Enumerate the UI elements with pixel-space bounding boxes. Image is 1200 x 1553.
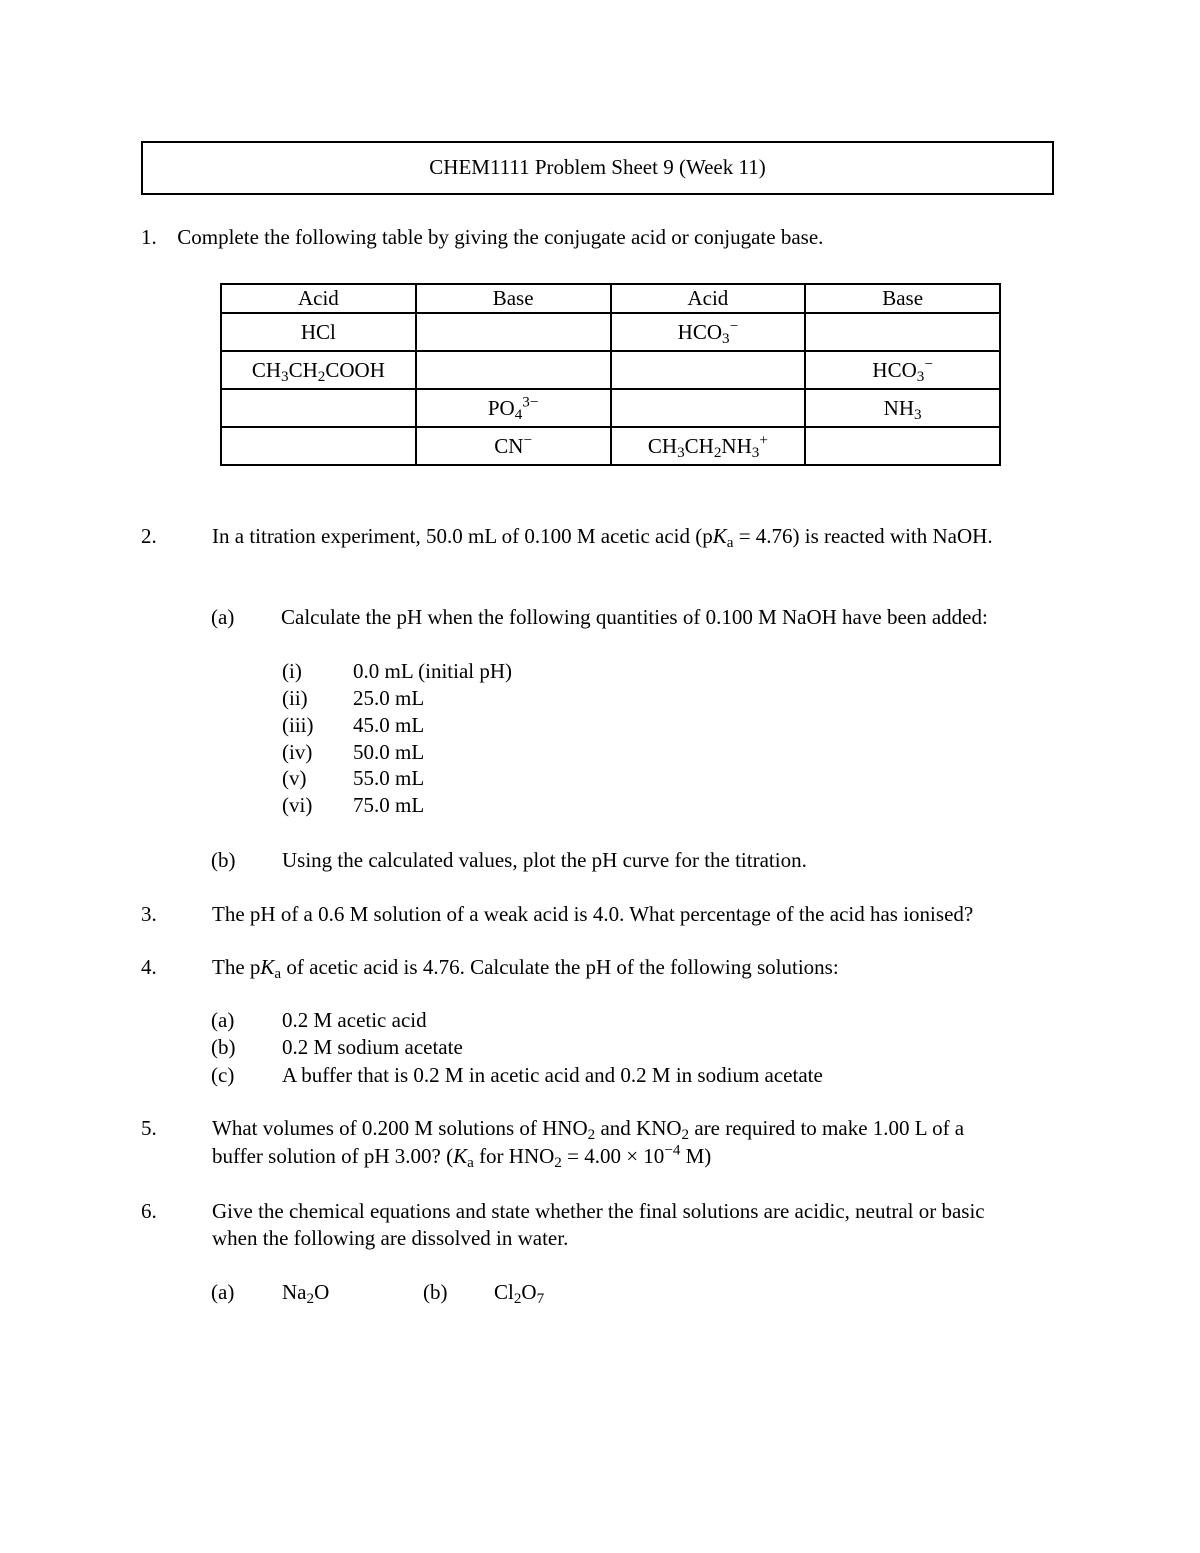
part-label: (b) [423,1280,448,1304]
table-cell-empty [221,427,416,465]
question-number: 4. [141,955,157,979]
table-header-row [221,284,1000,313]
table-cell [416,389,611,427]
formula-hco3: $HCO_3^-$ [872,356,933,385]
question-2 [141,523,1059,550]
question-1 [141,224,823,251]
table-cell [611,313,806,351]
question-text-line-1: Give the chemical equations and state whether the final solutions are acidic, neutral or basic [212,1199,985,1223]
question-6 [141,1198,985,1225]
question-text: Complete the following table by giving the conjugate acid or conjugate base. [177,225,824,249]
table-row [221,389,1000,427]
list-item: (v) 55.0 mL [282,766,425,790]
column-header: Acid [221,284,416,313]
question-5-line-2: buffer solution of pH 3.00? ($K_a$ for $HNO_2 = 4.00 \times 10^{-4}$ M) [212,1142,712,1171]
part-text: Calculate the pH when the following quantities of 0.100 M NaOH have been added: [281,605,988,629]
question-text: The pH of a 0.6 M solution of a weak acid is 4.0. What percentage of the acid has ionised? [212,902,974,926]
table-cell [221,313,416,351]
table-cell-empty [805,313,1000,351]
part-label: (b) [211,848,236,872]
title-box [141,141,1054,195]
list-item: (iii) 45.0 mL [282,713,425,737]
question-number: 2. [141,524,157,548]
part-label: (a) [211,1280,235,1304]
table-cell [805,389,1000,427]
table-cell [416,427,611,465]
question-3 [141,901,974,928]
formula-hcl: HCl [300,319,336,344]
part-text: Using the calculated values, plot the pH curve for the titration. [282,848,807,872]
question-2b [211,847,807,874]
table-cell-empty [221,389,416,427]
list-item: (vi) 75.0 mL [282,793,425,817]
question-5 [141,1115,965,1143]
question-text: In a titration experiment, 50.0 mL of 0.100 M acetic acid $(pK_a = 4.76)$ is reacted with NaOH. [212,524,993,551]
table-cell-empty [416,313,611,351]
table-cell-empty [805,427,1000,465]
column-header: Acid [611,284,806,313]
list-item: (a) 0.2 M acetic acid [211,1008,427,1032]
conjugate-table [220,283,1001,466]
part-label: (a) [211,605,235,629]
list-item: (ii) 25.0 mL [282,686,425,710]
formula-na2o: $Na_2O$ [282,1280,330,1307]
formula-ethylammonium: $CH_3CH_2NH_3^+$ [647,432,768,461]
column-header: Base [416,284,611,313]
table-row [221,351,1000,389]
question-6-line-2: when the following are dissolved in water. [212,1226,569,1250]
question-text-line-1: What volumes of 0.200 M solutions of $HNO_2$ and $KNO_2$ are required to make 1.00 L of a [212,1116,965,1143]
question-6-parts [211,1279,611,1306]
question-number: 5. [141,1116,157,1140]
question-number: 6. [141,1199,157,1223]
formula-nh3: $NH_3$ [883,395,922,423]
page-title: CHEM1111 Problem Sheet 9 (Week 11) [429,155,766,180]
question-number: 1. [141,225,157,249]
list-item: (iv) 50.0 mL [282,740,425,764]
table-row [221,427,1000,465]
formula-propanoic-acid: $CH_3CH_2COOH$ [251,357,385,385]
table-cell [805,351,1000,389]
question-4 [141,954,839,982]
table-row [221,313,1000,351]
formula-cl2o7: $Cl_2O_7$ [494,1280,545,1307]
list-item: (i) 0.0 mL (initial pH) [282,659,513,683]
formula-hco3: $HCO_3^-$ [677,318,739,347]
question-text: The $pK_a$ of acetic acid is 4.76. Calculate the pH of the following solutions: [212,955,839,982]
formula-po4: $PO_4^{3-}$ [487,394,539,423]
list-item: (b) 0.2 M sodium acetate [211,1035,463,1059]
table-cell-empty [416,351,611,389]
table-cell [611,427,806,465]
question-number: 3. [141,902,157,926]
table-cell [221,351,416,389]
table-cell-empty [611,389,806,427]
table-cell-empty [611,351,806,389]
list-item: (c) A buffer that is 0.2 M in acetic acid and 0.2 M in sodium acetate [211,1063,823,1087]
column-header: Base [805,284,1000,313]
formula-cn: CN− [494,432,532,458]
